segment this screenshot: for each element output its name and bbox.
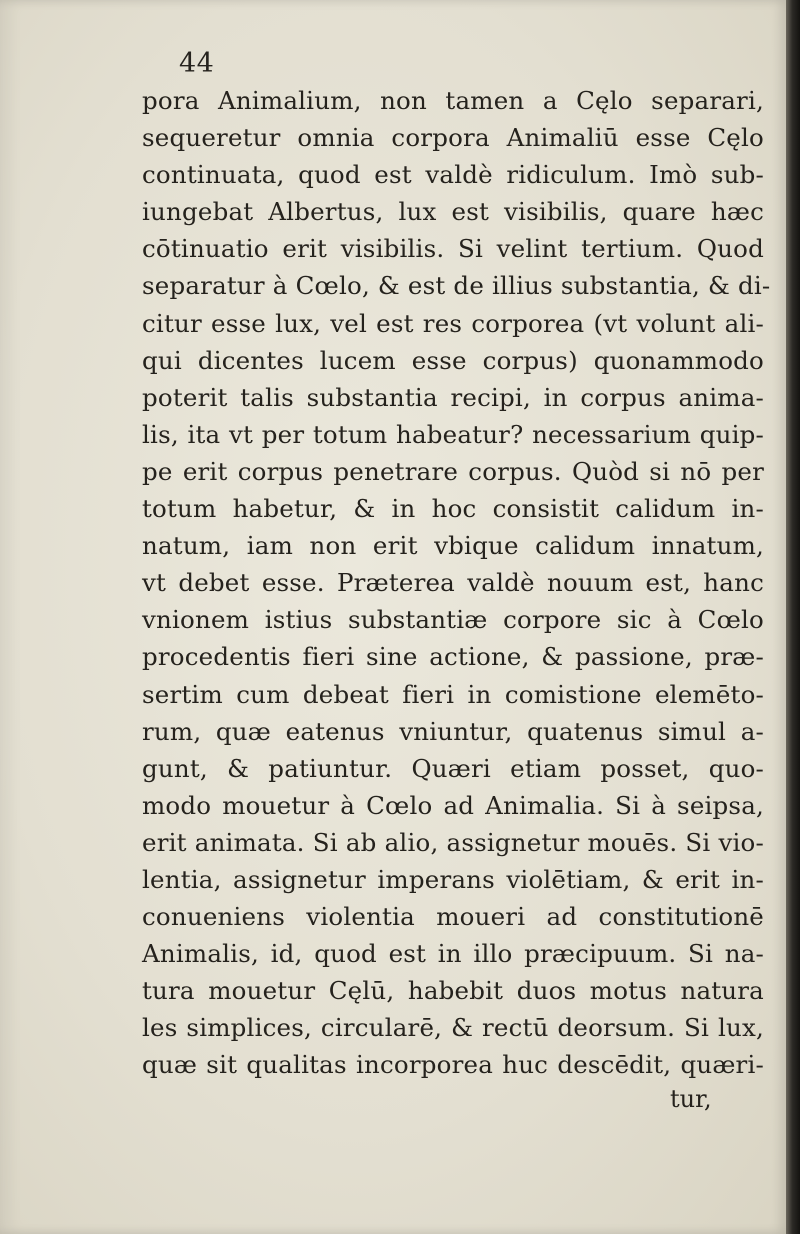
text-line: erit animata. Si ab alio, assignetur mouēs. Si vio- xyxy=(142,827,764,857)
text-line: separatur à Cœlo, & est de illius substantia, & di- xyxy=(142,271,771,301)
text-line: vnionem istius substantiæ corpore sic à Cœlo xyxy=(142,605,764,635)
book-spine-edge xyxy=(786,0,800,1234)
text-line: les simplices, circularē, & rectū deorsum. Si lux, xyxy=(142,1013,764,1043)
text-line: continuata, quod est valdè ridiculum. Imò sub- xyxy=(142,160,764,190)
text-line: qui dicentes lucem esse corpus) quonammodo xyxy=(142,345,764,375)
text-line: iungebat Albertus, lux est visibilis, quare hæc xyxy=(142,197,764,227)
text-line: totum habetur, & in hoc consistit calidum in- xyxy=(142,494,764,524)
text-line: pe erit corpus penetrare corpus. Quòd si nō per xyxy=(142,456,764,486)
text-line: sertim cum debeat fieri in comistione elemēto- xyxy=(142,679,764,709)
text-line: poterit talis substantia recipi, in corpus anima- xyxy=(142,382,764,412)
text-line: gunt, & patiuntur. Quæri etiam posset, quo- xyxy=(142,753,764,783)
text-line: vt debet esse. Præterea valdè nouum est, hanc xyxy=(142,568,764,598)
page-number: 44 xyxy=(179,48,215,79)
text-line: lis, ita vt per totum habeatur? necessarium quip- xyxy=(142,419,764,449)
text-line: Animalis, id, quod est in illo præcipuum. Si na- xyxy=(142,939,764,969)
text-line: sequeretur omnia corpora Animaliū esse Cęlo xyxy=(142,123,764,153)
text-line: pora Animalium, non tamen a Cęlo separari, xyxy=(142,86,764,115)
text-line: quæ sit qualitas incorporea huc descēdit, quæri- xyxy=(142,1050,764,1080)
text-line: cōtinuatio erit visibilis. Si velint tertium. Quod xyxy=(142,234,764,264)
text-line: natum, iam non erit vbique calidum innatum, xyxy=(142,531,764,561)
text-line: tura mouetur Cęlū, habebit duos motus natura xyxy=(142,976,764,1006)
text-line: citur esse lux, vel est res corporea (vt volunt ali- xyxy=(142,308,764,338)
text-line: conueniens violentia moueri ad constitutionē xyxy=(142,902,764,932)
catchword: tur, xyxy=(670,1085,712,1113)
text-line: lentia, assignetur imperans violētiam, & erit in- xyxy=(142,864,764,894)
text-line: rum, quæ eatenus vniuntur, quatenus simul a- xyxy=(142,716,764,746)
text-block xyxy=(142,82,772,1084)
text-line: modo mouetur à Cœlo ad Animalia. Si à seipsa, xyxy=(142,790,764,820)
text-line: procedentis fieri sine actione, & passione, præ- xyxy=(142,642,764,672)
